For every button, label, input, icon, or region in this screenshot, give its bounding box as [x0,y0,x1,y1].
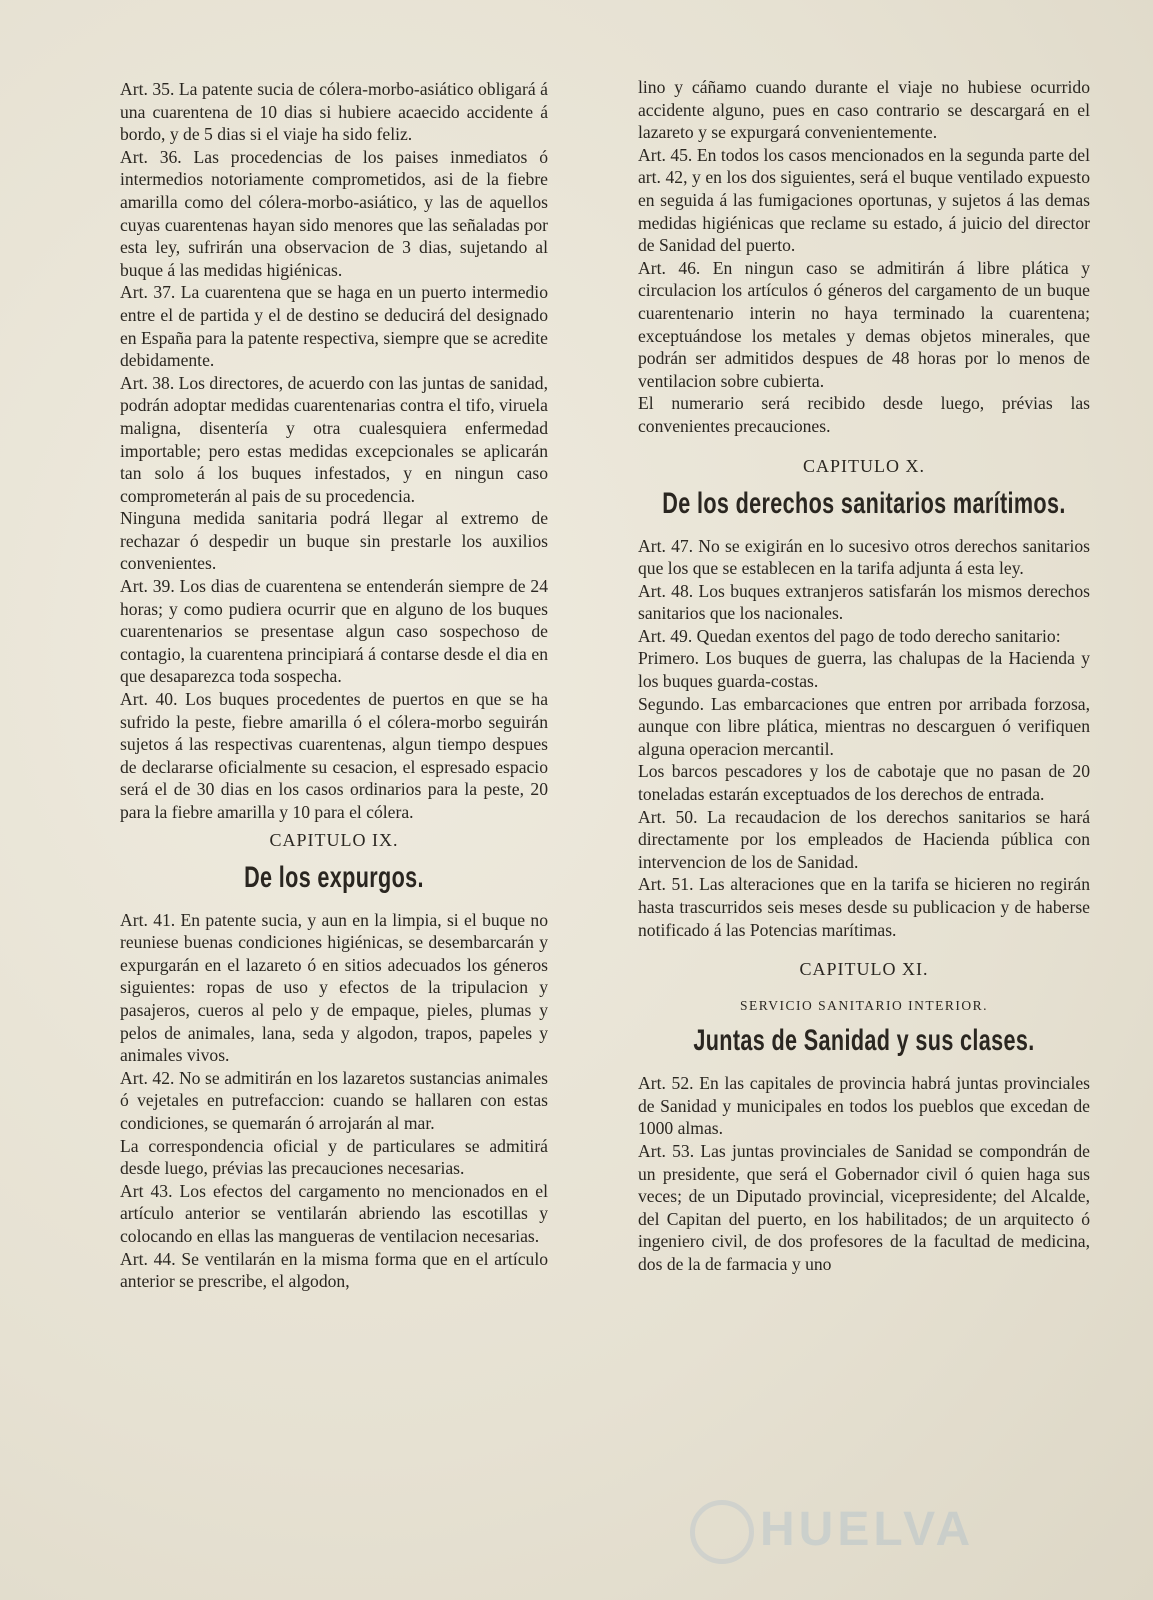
paragraph-art-47: Art. 47. No se exigirán en lo sucesivo otros derechos sanitarios que los que se establecen en la tarifa adjunta á esta ley. [638,535,1090,579]
chapter-title-xi: Juntas de Sanidad y sus clases. [693,1024,1035,1058]
paragraph-art-48: Art. 48. Los buques extranjeros satisfarán los mismos derechos sanitarios que los nacionales. [638,580,1090,624]
chapter-heading-ix: CAPITULO IX. [269,829,399,850]
paragraph-art-49-cont: Los barcos pescadores y los de cabotaje que no pasan de 20 toneladas estarán exceptuados de los derechos de entrada. [638,761,1090,805]
paragraph-art-51: Art. 51. Las alteraciones que en la tarifa se hicieren no regirán hasta trascurridos seis meses desde su publicacion y de haberse notificado á las Potencias marítimas. [638,874,1090,940]
watermark-logo-icon [690,1500,754,1564]
chapter-title-x: De los derechos sanitarios marítimos. [662,486,1066,520]
paragraph-art-53: Art. 53. Las juntas provinciales de Sanidad se compondrán de un presidente, que será el Gobernador civil ó quien haga sus veces; de un Diputado provincial, vicepresidente; del Alcalde, del Capitan del puerto, en los habilitados; de un arquitecto ó ingeniero civil, de dos profesores de la facultad de medicina, dos de la de farmacia y uno [638,1140,1090,1274]
paragraph-art-41: Art. 41. En patente sucia, y aun en la limpia, si el buque no reuniese buenas condiciones higiénicas, se desembarcarán y expurgarán en el lazareto ó en sitios adecuados los géneros siguientes: ropas de uso y efectos de la tripulacion y pasajeros, cueros al pelo y de empaque, pieles, plumas y pelos de animales, lana, seda y algodon, trapos, papeles y animales vivos. [120,909,548,1066]
right-column [638,76,1090,1276]
watermark-text: HUELVA [760,1503,975,1556]
paragraph-art-42-cont: La correspondencia oficial y de particulares se admitirá desde luego, prévias las precauciones necesarias. [120,1135,548,1179]
chapter-subtitle-xi: SERVICIO SANITARIO INTERIOR. [740,998,988,1014]
paragraph-art-38: Art. 38. Los directores, de acuerdo con las juntas de sanidad, podrán adoptar medidas cuarentenarias contra el tifo, viruela maligna, disentería y otra cualesquiera enfermedad importable; pero estas medidas excepcionales se aplicarán tan solo á los buques infestados, y en ningun caso comprometerán al pais de su procedencia. [120,372,548,506]
paragraph-art-46: Art. 46. En ningun caso se admitirán á libre plática y circulacion los artículos ó géneros del cargamento de un buque cuarentenario interin no haya terminado la cuarentena; exceptuándose los metales y demas objetos minerales, que podrán ser admitidos despues de 48 horas por lo menos de ventilacion sobre cubierta. [638,257,1090,391]
paragraph-art-50: Art. 50. La recaudacion de los derechos sanitarios se hará directamente por los empleados de Hacienda pública con intervencion de los de Sanidad. [638,806,1090,872]
paragraph-art-35: Art. 35. La patente sucia de cólera-morbo-asiático obligará á una cuarentena de 10 dias si hubiere acaecido accidente á bordo, y de 5 dias si el viaje ha sido feliz. [120,79,548,145]
paragraph-art-42: Art. 42. No se admitirán en los lazaretos sustancias animales ó vejetales en putrefaccion: cuando se hallaren con estas condiciones, se quemarán ó arrojarán al mar. [120,1067,548,1133]
paragraph-art-49-primero: Primero. Los buques de guerra, las chalupas de la Hacienda y los buques guarda-costas. [638,648,1090,692]
paragraph-art-45: Art. 45. En todos los casos mencionados en la segunda parte del art. 42, y en los dos siguientes, será el buque ventilado expuesto en seguida á las fumigaciones oportunas, y sujetos á las demas medidas higiénicas que reclame su estado, á juicio del director de Sanidad del puerto. [638,144,1090,256]
paragraph-art-49: Art. 49. Quedan exentos del pago de todo derecho sanitario: [638,625,1061,646]
paragraph-art-46-cont: El numerario será recibido desde luego, prévias las convenientes precauciones. [638,393,1090,436]
chapter-heading-x: CAPITULO X. [803,455,925,476]
paragraph-art-52: Art. 52. En las capitales de provincia habrá juntas provinciales de Sanidad y municipales en todos los pueblos que excedan de 1000 almas. [638,1073,1090,1139]
paragraph-art-36: Art. 36. Las procedencias de los paises inmediatos ó intermedios notoriamente comprometidos, asi de la fiebre amarilla como del cólera-morbo-asiático, y las de aquellos cuyas cuarentenas hayan sido menores que las señaladas por esta ley, sufrirán una observacion de 3 dias, sujetando al buque á las medidas higiénicas. [120,146,548,280]
paragraph-art-44-cont: lino y cáñamo cuando durante el viaje no hubiese ocurrido accidente alguno, pues en caso contrario se descargará en el lazareto y se expurgará convenientemente. [638,77,1090,143]
paragraph-art-38-cont: Ninguna medida sanitaria podrá llegar al extremo de rechazar ó despedir un buque sin prestarle los auxilios convenientes. [120,508,548,574]
chapter-heading-xi: CAPITULO XI. [799,959,929,980]
paragraph-art-43: Art 43. Los efectos del cargamento no mencionados en el artículo anterior se ventilarán abriendo las escotillas y colocando en ellas las mangueras de ventilacion necesarias. [120,1180,548,1246]
paragraph-art-39: Art. 39. Los dias de cuarentena se entenderán siempre de 24 horas; y como pudiera ocurrir que en alguno de los buques cuarentenarios se presentase algun caso sospechoso de contagio, la cuarentena principiará á contarse desde el dia en que desaparezca toda sospecha. [120,576,548,687]
paragraph-art-49-segundo: Segundo. Las embarcaciones que entren por arribada forzosa, aunque con libre plática, mientras no descarguen ó verifiquen alguna operacion mercantil. [638,693,1090,759]
left-column [120,78,548,1293]
paragraph-art-44: Art. 44. Se ventilarán en la misma forma que en el artículo anterior se prescribe, el algodon, [120,1248,548,1292]
chapter-title-ix: De los expurgos. [244,860,424,894]
paragraph-art-37: Art. 37. La cuarentena que se haga en un puerto intermedio entre el de partida y el de destino se deducirá del designado en España para la patente respectiva, siempre que se acredite debidamente. [120,282,548,371]
paragraph-art-40: Art. 40. Los buques procedentes de puertos en que se ha sufrido la peste, fiebre amarilla ó el cólera-morbo seguirán sujetos á las respectivas cuarentenas, algun tiempo despues de declararse oficialmente su cesacion, el espresado espacio será el de 30 dias en los casos ordinarios para la peste, 20 para la fiebre amarilla y 10 para el cólera. [120,689,548,822]
